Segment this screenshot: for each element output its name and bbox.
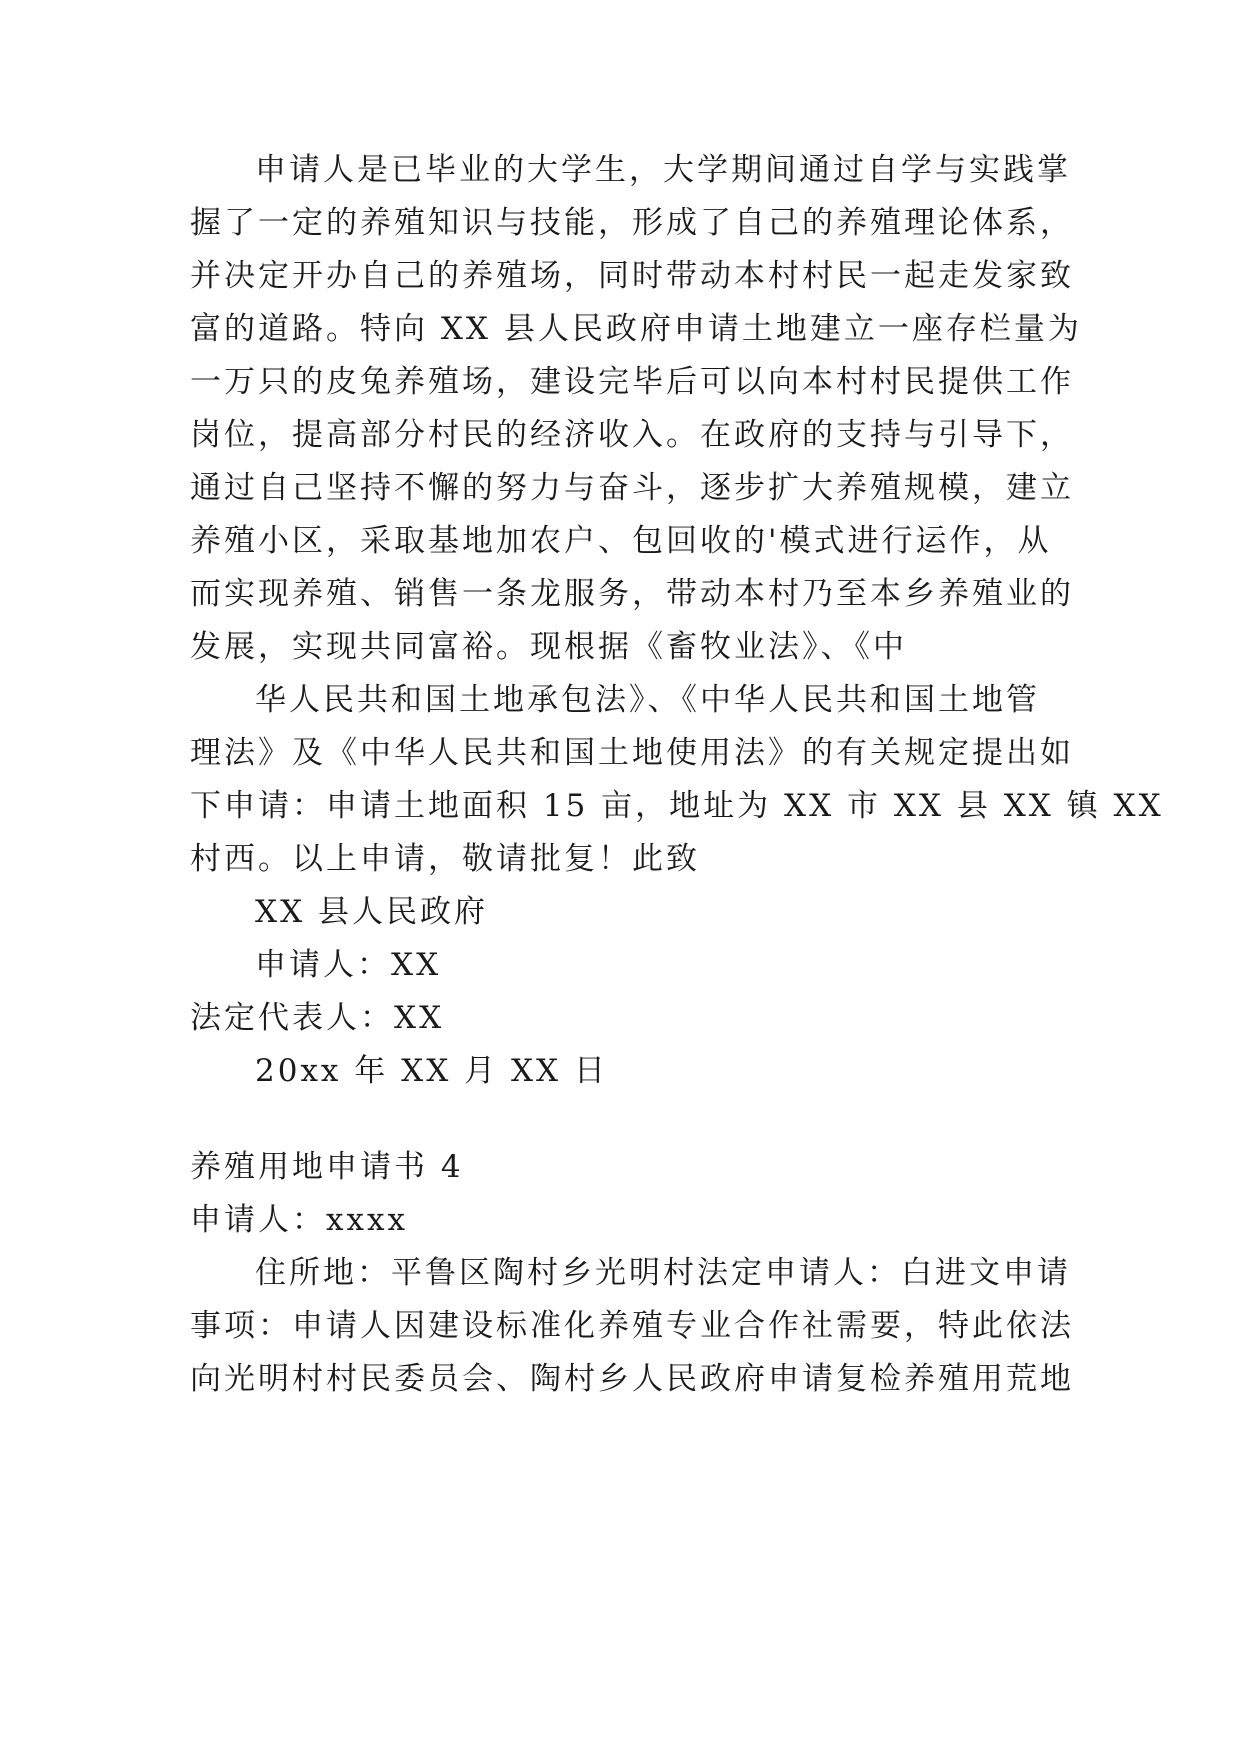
applicant-line: 申请人：XX xyxy=(255,947,442,983)
paragraph-line: 岗位，提高部分村民的经济收入。在政府的支持与引导下， xyxy=(190,417,1074,453)
paragraph-line: 养殖小区，采取基地加农户、包回收的'模式进行运作，从 xyxy=(190,523,1052,559)
paragraph-line: 并决定开办自己的养殖场，同时带动本村村民一起走发家致 xyxy=(190,258,1074,294)
paragraph-line: 下申请：申请土地面积 15 亩，地址为 XX 市 XX 县 XX 镇 XX xyxy=(190,788,1164,824)
paragraph-line: 理法》及《中华人民共和国土地使用法》的有关规定提出如 xyxy=(190,735,1074,771)
paragraph-line: 住所地：平鲁区陶村乡光明村法定申请人：白进文申请 xyxy=(255,1255,1071,1291)
paragraph-line: 申请人是已毕业的大学生，大学期间通过自学与实践掌 xyxy=(255,152,1071,188)
legal-representative-line: 法定代表人：XX xyxy=(190,1000,445,1036)
paragraph-line: 握了一定的养殖知识与技能，形成了自己的养殖理论体系， xyxy=(190,205,1074,241)
applicant-line: 申请人：xxxx xyxy=(190,1202,408,1238)
date-line: 20xx 年 XX 月 XX 日 xyxy=(255,1053,608,1089)
recipient-line: XX 县人民政府 xyxy=(255,894,488,930)
paragraph-line: 而实现养殖、销售一条龙服务，带动本村乃至本乡养殖业的 xyxy=(190,576,1074,612)
paragraph-line: 发展，实现共同富裕。现根据《畜牧业法》、《中 xyxy=(190,629,907,665)
paragraph-line: 一万只的皮兔养殖场，建设完毕后可以向本村村民提供工作 xyxy=(190,364,1074,400)
paragraph-line: 通过自己坚持不懈的努力与奋斗，逐步扩大养殖规模，建立 xyxy=(190,470,1074,506)
paragraph-line: 村西。以上申请，敬请批复！此致 xyxy=(190,841,700,877)
paragraph-line: 向光明村村民委员会、陶村乡人民政府申请复检养殖用荒地 xyxy=(190,1361,1074,1397)
paragraph-line: 事项：申请人因建设标准化养殖专业合作社需要，特此依法 xyxy=(190,1308,1074,1344)
paragraph-line: 富的道路。特向 XX 县人民政府申请土地建立一座存栏量为 xyxy=(190,311,1082,347)
section-title: 养殖用地申请书 4 xyxy=(190,1149,464,1185)
paragraph-line: 华人民共和国土地承包法》、《中华人民共和国土地管 xyxy=(255,682,1040,718)
